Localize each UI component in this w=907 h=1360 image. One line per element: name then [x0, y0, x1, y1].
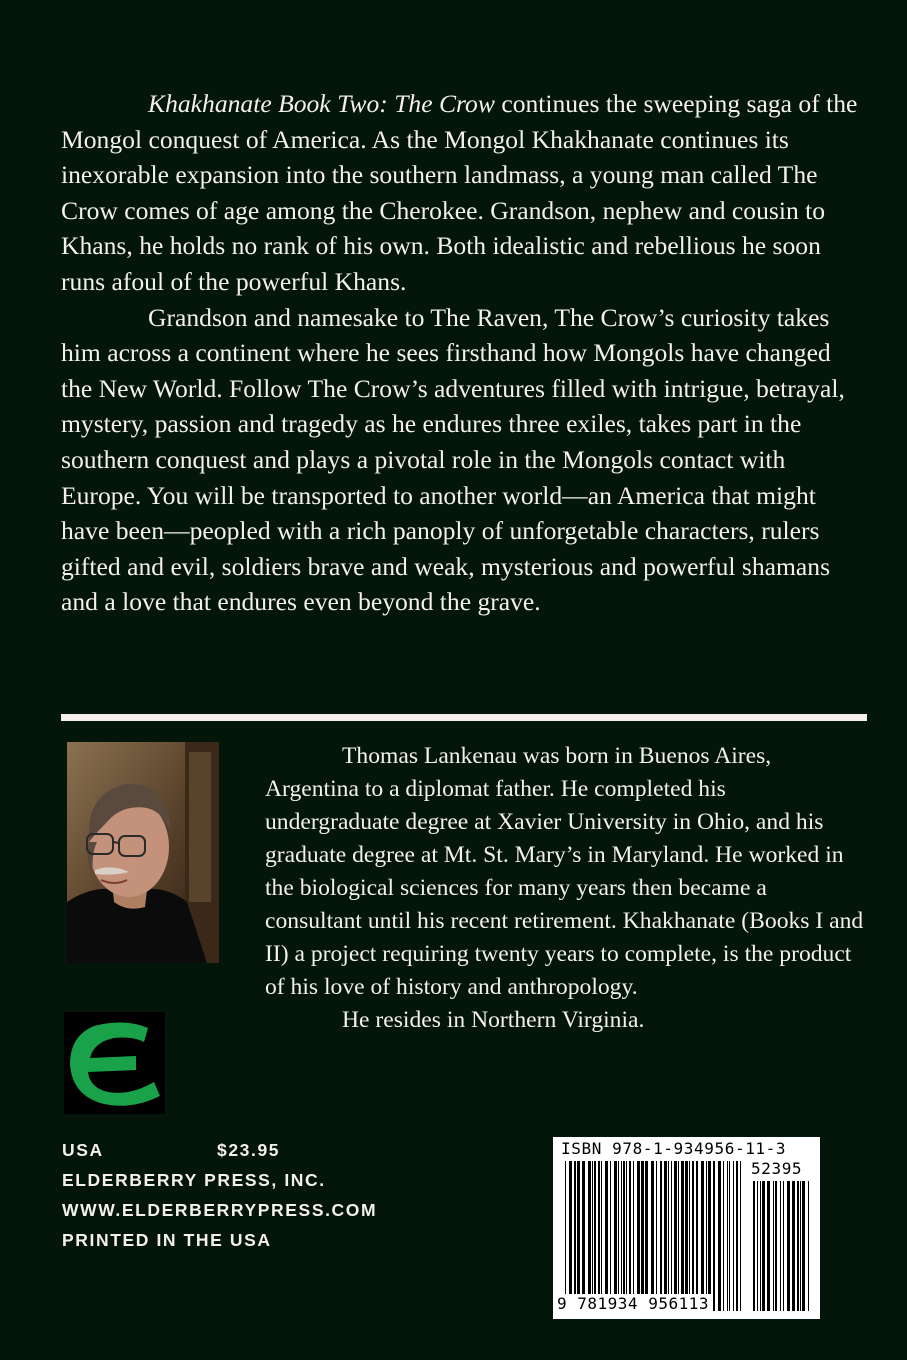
- price-label: $23.95: [217, 1140, 281, 1160]
- barcode-bar: [727, 1161, 728, 1311]
- barcode-bars-icon: [563, 1161, 743, 1311]
- barcode-bar: [780, 1181, 781, 1311]
- barcode-bar: [767, 1181, 770, 1311]
- publisher-website: WWW.ELDERBERRYPRESS.COM: [62, 1200, 378, 1220]
- barcode-bar: [740, 1161, 741, 1311]
- barcode-bar: [689, 1161, 690, 1311]
- barcode-bar: [582, 1161, 585, 1311]
- printed-location: PRINTED IN THE USA: [62, 1230, 272, 1250]
- barcode-price-code: 52395: [751, 1159, 803, 1178]
- barcode-bar: [681, 1161, 684, 1311]
- publisher-name: ELDERBERRY PRESS, INC.: [62, 1170, 326, 1190]
- barcode-bar: [621, 1161, 622, 1311]
- barcode-bar: [574, 1161, 576, 1311]
- country-label: USA: [62, 1140, 104, 1160]
- barcode-bar: [696, 1161, 698, 1311]
- blurb-paragraph-1-text: continues the sweeping saga of the Mongol conquest of America. As the Mongol Khakhanate continues its inexorable expansion into the southern landmass, a young man called The Crow comes of age among the Cherokee. Grandson, nephew and cousin to Khans, he holds no rank of his own. Both idealistic and rebellious he soon runs afoul of the powerful Khans.: [61, 89, 858, 296]
- barcode-bar: [610, 1161, 611, 1311]
- barcode-bar: [783, 1181, 784, 1311]
- barcode-bar: [729, 1161, 730, 1311]
- blurb-paragraph-2: Grandson and namesake to The Raven, The Crow’s curiosity takes him across a continent where he sees firsthand how Mongols have changed the New World. Follow The Crow’s adventures filled with intrigue, betrayal, mystery, passion and tragedy as he endures three exiles, takes part in the southern conquest and plays a pivotal role in the Mongols contact with Europe. You will be transported to another world—an America that might have been—peopled with a rich panoply of unforgetable characters, rulers gifted and evil, soldiers brave and weak, mysterious and powerful shamans and a love that endures even beyond the grave.: [61, 302, 845, 617]
- book-title: Khakhanate Book Two: The Crow: [148, 89, 495, 118]
- barcode-bar: [701, 1161, 704, 1311]
- barcode-bar: [601, 1161, 602, 1311]
- barcode-bar: [753, 1181, 755, 1311]
- barcode-bar: [618, 1161, 619, 1311]
- barcode-bar: [656, 1161, 657, 1311]
- barcode-bar: [692, 1161, 694, 1311]
- barcode-bar: [792, 1181, 795, 1311]
- barcode-bar: [757, 1181, 758, 1311]
- author-bio: [265, 740, 865, 1037]
- barcode-bar: [637, 1161, 640, 1311]
- book-blurb: [61, 86, 867, 620]
- barcode-bar: [614, 1161, 617, 1311]
- barcode-bar: [808, 1181, 809, 1311]
- section-divider: [61, 714, 867, 721]
- blurb-paragraph-1: [61, 86, 867, 300]
- barcode-bar: [629, 1161, 631, 1311]
- barcode-bar: [723, 1161, 724, 1311]
- barcode-bar: [668, 1161, 669, 1311]
- barcode-bar: [736, 1161, 738, 1311]
- barcode-bar: [592, 1161, 593, 1311]
- barcode-bar: [641, 1161, 644, 1311]
- barcode-bar: [708, 1161, 711, 1311]
- barcode-bar: [633, 1161, 634, 1311]
- barcode-bar: [660, 1161, 662, 1311]
- barcode-bar: [800, 1181, 801, 1311]
- addon-barcode-bars-icon: [751, 1181, 813, 1311]
- barcode-bar: [674, 1161, 677, 1311]
- barcode-bar: [588, 1161, 591, 1311]
- barcode-bar: [626, 1161, 627, 1311]
- barcode-bar: [787, 1181, 790, 1311]
- publisher-info: [62, 1135, 377, 1255]
- barcode-bar: [706, 1161, 707, 1311]
- barcode-bar: [598, 1161, 600, 1311]
- barcode-bar: [645, 1161, 648, 1311]
- isbn-barcode: [553, 1137, 820, 1319]
- bio-paragraph-1: Thomas Lankenau was born in Buenos Aires, Argentina to a diplomat father. He completed his undergraduate degree at Xavier University in Ohio, and his graduate degree at Mt. St. Mary’s in Maryland. He worked in the biological sciences for many years then became a consultant until his recent retirement. Khakhanate (Books I and II) a project requiring twenty years to complete, is the product of his love of history and anthropology.: [265, 743, 864, 1000]
- author-portrait-icon: [67, 742, 219, 963]
- isbn-label: ISBN 978-1-934956-11-3: [561, 1139, 787, 1158]
- barcode-bar: [718, 1161, 721, 1311]
- barcode-bar: [762, 1181, 765, 1311]
- barcode-bar: [671, 1161, 672, 1311]
- barcode-bar: [685, 1161, 688, 1311]
- barcode-bar: [775, 1181, 777, 1311]
- barcode-bar: [594, 1161, 596, 1311]
- barcode-bar: [797, 1181, 799, 1311]
- bio-paragraph-2: He resides in Northern Virginia.: [342, 1007, 645, 1033]
- barcode-bar: [678, 1161, 679, 1311]
- barcode-bar: [569, 1161, 572, 1311]
- barcode-bar: [623, 1161, 625, 1311]
- barcode-bar: [713, 1161, 715, 1311]
- elderberry-e-logo-icon: [64, 1012, 165, 1114]
- barcode-bar: [565, 1161, 566, 1311]
- country-price-row: [62, 1135, 377, 1165]
- barcode-bar: [802, 1181, 805, 1311]
- barcode-bar: [733, 1161, 734, 1311]
- barcode-bar: [773, 1181, 774, 1311]
- barcode-bar: [651, 1161, 654, 1311]
- barcode-bar: [664, 1161, 667, 1311]
- barcode-bar: [760, 1181, 761, 1311]
- barcode-bar: [605, 1161, 608, 1311]
- barcode-digits: 9 781934 956113: [557, 1294, 709, 1313]
- barcode-bar: [577, 1161, 580, 1311]
